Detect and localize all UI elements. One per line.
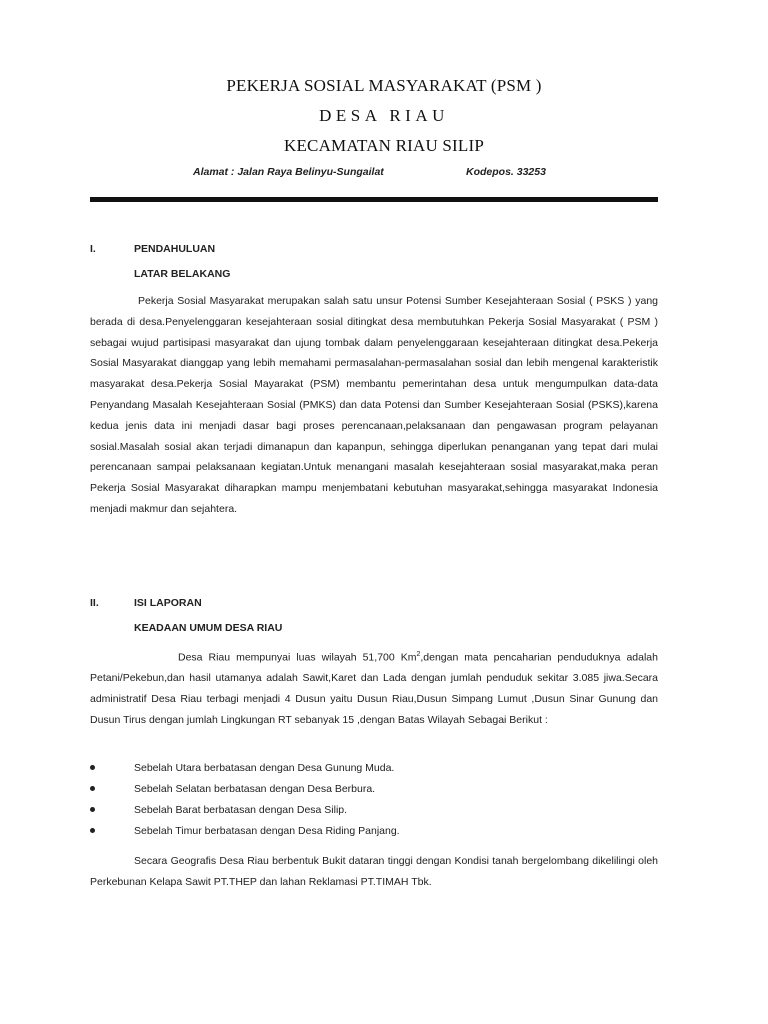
title-line-2: DESA RIAU <box>319 106 449 125</box>
address-text: Alamat : Jalan Raya Belinyu-Sungailat <box>193 166 384 178</box>
list-item <box>90 779 658 800</box>
section-2-paragraph-part1: Desa Riau mempunyai luas wilayah 51,700 Km <box>178 651 417 664</box>
list-item-text: Sebelah Timur berbatasan dengan Desa Riding Panjang. <box>134 825 400 837</box>
area-unit-superscript: 2 <box>416 651 421 658</box>
list-item <box>90 758 658 779</box>
title-line-3: KECAMATAN RIAU SILIP <box>283 136 485 155</box>
section-2-subheading: KEADAAN UMUM DESA RIAU <box>134 622 283 634</box>
list-item-text: Sebelah Utara berbatasan dengan Desa Gunung Muda. <box>134 762 395 774</box>
list-item <box>90 800 658 821</box>
bullet-icon <box>90 765 95 770</box>
section-2-paragraph-part2: ,dengan mata pencaharian penduduknya adalah Petani/Pekebun,dan hasil utamanya adalah Sawit,Karet dan Lada dengan jumlah penduduk sekitar 3.085 jiwa.Secara administratif Desa Riau terbagi menjadi 4 Dusun yaitu Dusun Riau,Dusun Simpang Lumut ,Dusun Sinar Gunung dan Dusun Tirus dengan jumlah Lingkungan RT sebanyak 15 ,dengan Batas Wilayah Sebagai Berikut : <box>90 651 658 726</box>
section-2-closing-paragraph: Secara Geografis Desa Riau berbentuk Bukit dataran tinggi dengan Kondisi tanah bergelombang dikelilingi oleh Perkebunan Kelapa Sawit PT.THEP dan lahan Reklamasi PT.TIMAH Tbk. <box>90 855 658 888</box>
section-2-paragraph <box>90 645 658 731</box>
bullet-icon <box>90 786 95 791</box>
section-1-heading: PENDAHULUAN <box>134 243 216 255</box>
postal-code: Kodepos. 33253 <box>466 166 546 178</box>
header-divider <box>90 197 658 202</box>
section-1-paragraph: Pekerja Sosial Masyarakat merupakan salah satu unsur Potensi Sumber Kesejahteraan Sosial ( PSKS ) yang berada di desa.Penyelenggaran kesejahteraan sosial ditingkat desa membutuhkan Pekerja Sosial Masyarakat ( PSM ) sebagai wujud partisipasi masyarakat dan ujung tombak dalam penyelenggaraan kesejahteraan ditingkat desa.Pekerja Sosial Masyarakat dianggap yang lebih memahami permasalahan-permasalahan sosial dan lebih mengenal karakteristik masyarakat desa.Pekerja Sosial Mayarakat (PSM) membantu pemerintahan desa untuk mengumpulkan data-data Penyandang Masalah Kesejahteraan Sosial (PMKS) dan data Potensi dan Sumber Kesejahteraan Sosial (PSKS),karena kedua jenis data ini menjadi dasar bagi proses perencanaan,pelaksanaan dan pengawasan program pelayanan sosial.Masalah sosial akan terjadi dimanapun dan kapanpun, sehingga diperlukan penanganan yang tepat dari mulai perencanaan sampai pelaksanaan kegiatan.Untuk menangani masalah kesejahteraan sosial masyarakat,maka peran Pekerja Sosial Masyarakat diharapkan mampu menjembatani kebutuhan masyarakat,sehingga masyarakat Indonesia menjadi makmur dan sejahtera. <box>90 295 658 515</box>
list-item <box>90 821 658 842</box>
list-item-text: Sebelah Selatan berbatasan dengan Desa Berbura. <box>134 783 376 795</box>
section-2-heading: ISI LAPORAN <box>134 597 202 609</box>
list-item-text: Sebelah Barat berbatasan dengan Desa Silip. <box>134 804 348 816</box>
boundary-list <box>90 758 658 842</box>
bullet-icon <box>90 807 95 812</box>
title-line-1: PEKERJA SOSIAL MASYARAKAT (PSM ) <box>226 76 542 95</box>
bullet-icon <box>90 828 95 833</box>
section-2-number: II. <box>90 597 99 609</box>
section-1-subheading: LATAR BELAKANG <box>134 268 231 280</box>
section-1-number: I. <box>90 243 96 255</box>
